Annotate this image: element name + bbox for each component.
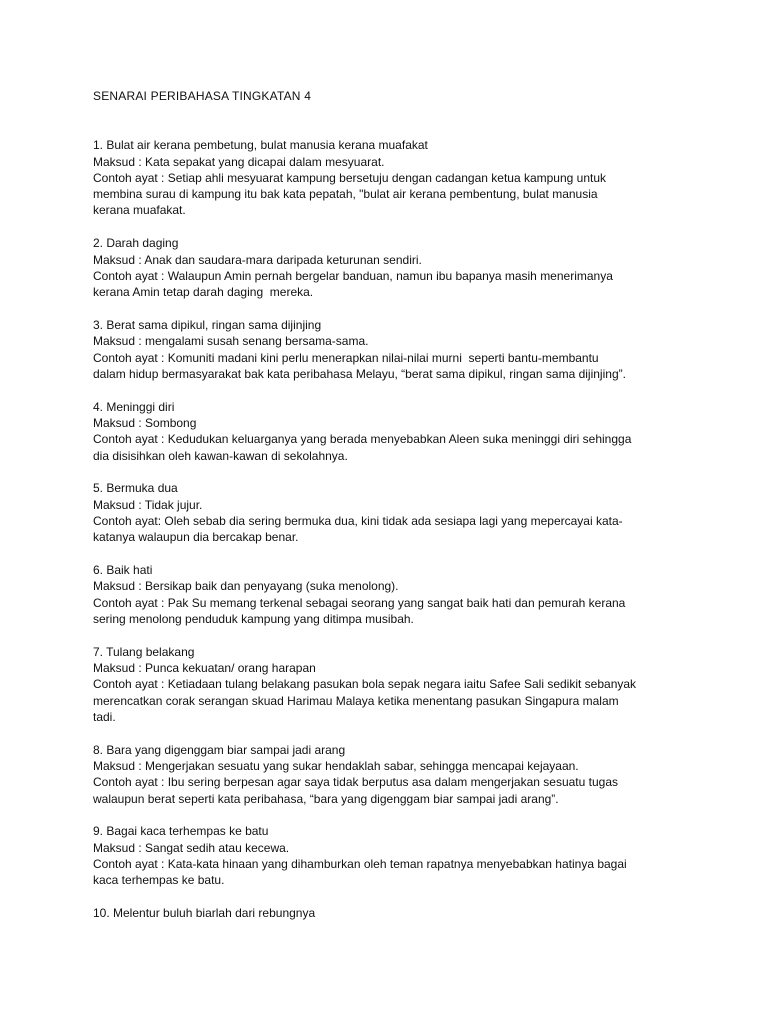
proverb-entry [93,137,693,218]
document-title: SENARAI PERIBAHASA TINGKATAN 4 [93,89,312,103]
proverb-example-line: Contoh ayat : Kedudukan keluarganya yang berada menyebabkan Aleen suka meninggi diri sehingga [93,432,632,447]
proverb-entry [93,317,693,382]
proverb-meaning: Maksud : Mengerjakan sesuatu yang sukar hendaklah sabar, sehingga mencapai kejayaan. [93,759,579,773]
proverb-example-line: Contoh ayat : Komuniti madani kini perlu menerapkan nilai-nilai murni seperti bantu-membantu [93,350,599,365]
proverb-meaning: Maksud : Anak dan saudara-mara daripada keturunan sendiri. [93,252,422,267]
proverb-heading: 7. Tulang belakang [93,644,195,659]
proverb-example-line: katanya walaupun dia bercakap benar. [93,530,299,545]
proverb-example-line: Contoh ayat: Oleh sebab dia sering bermuka dua, kini tidak ada sesiapa lagi yang mepercayai kata- [93,513,623,528]
proverb-entry [93,562,693,627]
proverb-entry [93,399,693,464]
proverb-meaning: Maksud : Tidak jujur. [93,497,203,512]
proverb-list [93,137,693,921]
proverb-heading: 3. Berat sama dipikul, ringan sama dijinjing [93,317,322,332]
proverb-example-line: kerana Amin tetap darah daging mereka. [93,285,314,300]
proverb-entry [93,235,693,300]
proverb-entry [93,905,693,921]
proverb-meaning: Maksud : Punca kekuatan/ orang harapan [93,661,316,676]
proverb-heading: 10. Melentur buluh biarlah dari rebungnya [93,906,316,921]
proverb-example-line: walaupun berat seperti kata peribahasa, “bara yang digenggam biar sampai jadi arang”. [93,791,559,806]
proverb-meaning: Maksud : Sangat sedih atau kecewa. [93,840,290,855]
proverb-example-line: Contoh ayat : Setiap ahli mesyuarat kampung bersetuju dengan cadangan ketua kampung untuk [93,170,607,185]
proverb-meaning: Maksud : Kata sepakat yang dicapai dalam mesyuarat. [93,154,385,169]
proverb-heading: 6. Baik hati [93,563,153,578]
proverb-entry [93,823,693,888]
proverb-meaning: Maksud : mengalami susah senang bersama-sama. [93,334,369,349]
proverb-entry [93,644,693,725]
proverb-entry [93,480,693,545]
proverb-meaning: Maksud : Bersikap baik dan penyayang (suka menolong). [93,579,399,594]
proverb-heading: 4. Meninggi diri [93,399,175,414]
proverb-heading: 9. Bagai kaca terhempas ke batu [93,824,269,839]
proverb-heading: 1. Bulat air kerana pembetung, bulat manusia kerana muafakat [93,138,428,153]
proverb-example-line: kaca terhempas ke batu. [93,873,225,888]
proverb-example-line: kerana muafakat. [93,203,186,218]
proverb-example-line: Contoh ayat : Ketiadaan tulang belakang pasukan bola sepak negara iaitu Safee Sali sedikit sebanyak [93,677,637,692]
proverb-meaning: Maksud : Sombong [93,415,197,430]
proverb-heading: 5. Bermuka dua [93,481,178,496]
proverb-example-line: membina surau di kampung itu bak kata pepatah, "bulat air kerana pembentung, bulat manusia [93,187,598,202]
proverb-example-line: tadi. [93,709,116,724]
proverb-heading: 2. Darah daging [93,236,179,251]
document-page [93,88,693,938]
proverb-example-line: merencatkan corak serangan skuad Harimau Malaya ketika menentang pasukan Singapura malam [93,693,619,708]
proverb-example-line: dalam hidup bermasyarakat bak kata peribahasa Melayu, “berat sama dipikul, ringan sama dijinjing”. [93,366,626,381]
proverb-example-line: Contoh ayat : Pak Su memang terkenal sebagai seorang yang sangat baik hati dan pemurah kerana [93,595,626,610]
proverb-entry [93,742,693,807]
proverb-example-line: sering menolong penduduk kampung yang ditimpa musibah. [93,611,414,626]
proverb-example-line: Contoh ayat : Walaupun Amin pernah bergelar banduan, namun ibu bapanya masih menerimanya [93,268,613,283]
proverb-heading: 8. Bara yang digenggam biar sampai jadi arang [93,742,346,757]
proverb-example-line: Contoh ayat : Kata-kata hinaan yang dihamburkan oleh teman rapatnya menyebabkan hatinya bagai [93,856,627,871]
proverb-example-line: Contoh ayat : Ibu sering berpesan agar saya tidak berputus asa dalam mengerjakan sesuatu tugas [93,775,618,790]
proverb-example-line: dia disisihkan oleh kawan-kawan di sekolahnya. [93,448,348,463]
